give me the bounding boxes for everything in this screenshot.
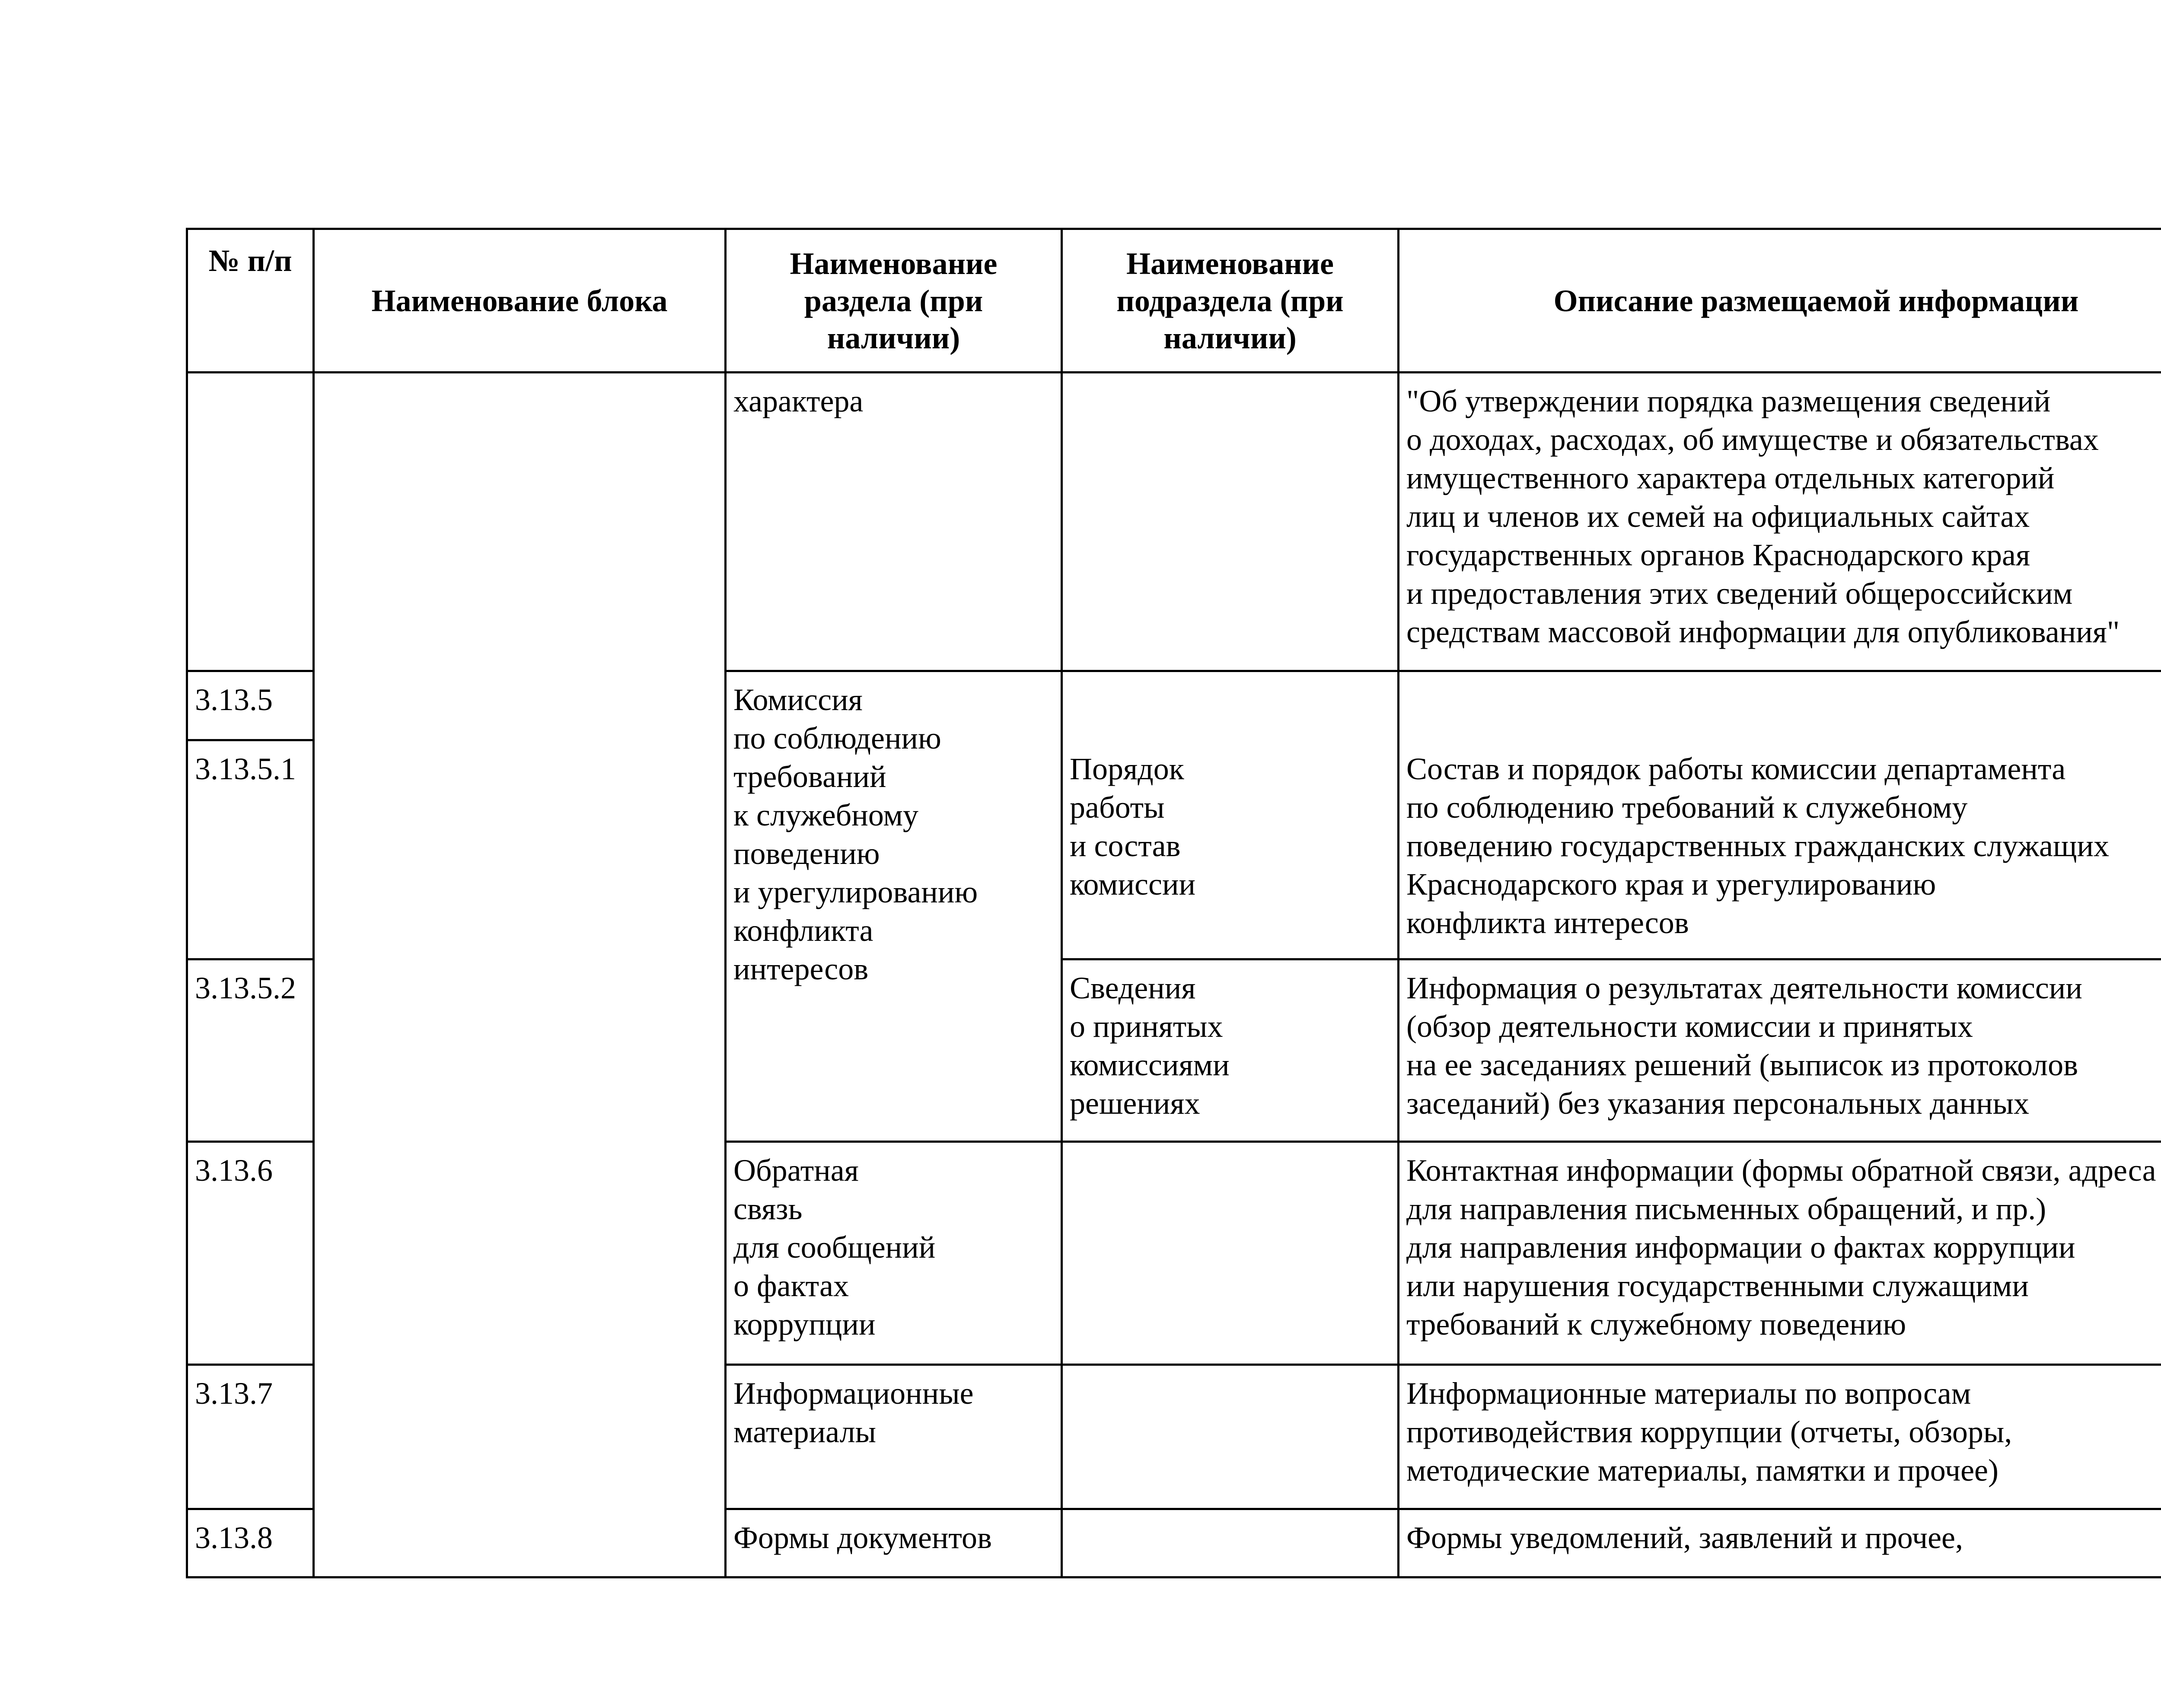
row-description: "Об утверждении порядка размещения сведений о доходах, расходах, об имуществе и обязательствах имущественного характера отдельных категорий лиц и членов их семей на официальных сайтах государственных органов Краснодарского края и предоставления этих сведений общероссийским средствам массовой информации для опубликования": [1399, 373, 2161, 671]
header-block: Наименование блока: [314, 229, 726, 373]
row-subsection: Сведения о принятых комиссиями решениях: [1062, 959, 1399, 1142]
row-section: Информационные материалы: [726, 1365, 1062, 1509]
row-section: характера: [726, 373, 1062, 671]
header-description: Описание размещаемой информации: [1399, 229, 2161, 373]
row-subsection: Порядок работы и состав комиссии: [1062, 671, 1399, 959]
row-num: 3.13.8: [187, 1509, 314, 1577]
row-description: Контактная информации (формы обратной связи, адреса для направления письменных обращений, и пр.) для направления информации о фактах коррупции или нарушения государственными служащими требований к служебному поведению: [1399, 1142, 2161, 1365]
row-num: 3.13.5: [187, 671, 314, 740]
row-description: Информация о результатах деятельности комиссии (обзор деятельности комиссии и принятых на ее заседаниях решений (выписок из протоколов заседаний) без указания персональных данных: [1399, 959, 2161, 1142]
header-num: № п/п: [187, 229, 314, 373]
block-name-cell: [314, 373, 726, 1577]
row-subsection: [1062, 373, 1399, 671]
row-num: [187, 373, 314, 671]
row-description: Формы уведомлений, заявлений и прочее,: [1399, 1509, 2161, 1577]
document-table: [186, 228, 2161, 1578]
table-header-row: [187, 229, 2161, 373]
row-description: Состав и порядок работы комиссии департамента по соблюдению требований к служебному поведению государственных гражданских служащих Краснодарского края и урегулированию конфликта интересов: [1399, 671, 2161, 959]
row-description: Информационные материалы по вопросам противодействия коррупции (отчеты, обзоры, методические материалы, памятки и прочее): [1399, 1365, 2161, 1509]
row-num: 3.13.7: [187, 1365, 314, 1509]
header-subsection: Наименование подраздела (при наличии): [1062, 229, 1399, 373]
header-section: Наименование раздела (при наличии): [726, 229, 1062, 373]
row-section: Формы документов: [726, 1509, 1062, 1577]
row-section: Обратная связь для сообщений о фактах коррупции: [726, 1142, 1062, 1365]
row-subsection: [1062, 1509, 1399, 1577]
table-row: [187, 373, 2161, 671]
row-num: 3.13.5.2: [187, 959, 314, 1142]
row-subsection: [1062, 1142, 1399, 1365]
row-subsection: [1062, 1365, 1399, 1509]
row-num: 3.13.6: [187, 1142, 314, 1365]
row-section: Комиссия по соблюдению требований к служебному поведению и урегулированию конфликта интересов: [726, 671, 1062, 1142]
row-num: 3.13.5.1: [187, 740, 314, 959]
